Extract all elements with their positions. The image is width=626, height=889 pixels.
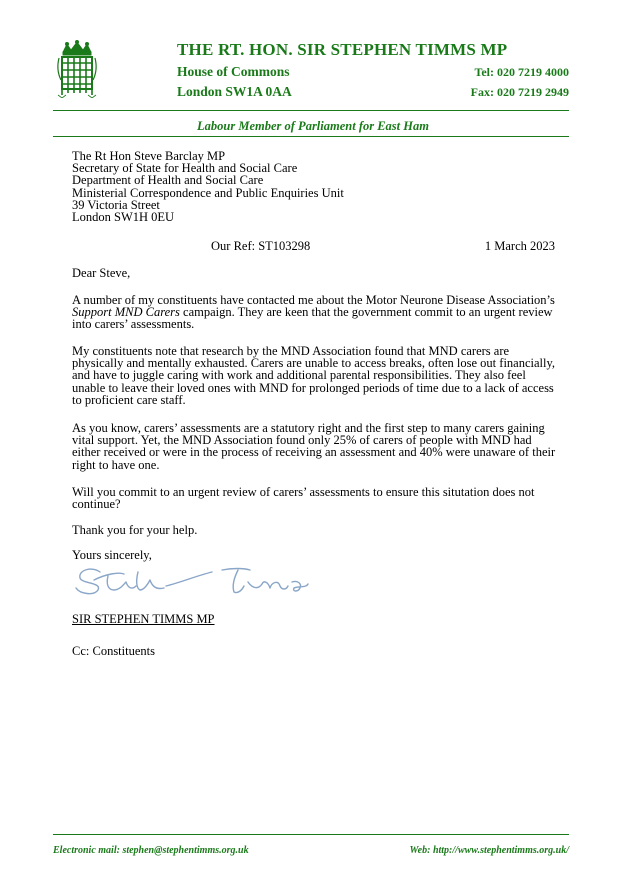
portcullis-icon [53,40,101,98]
signatory-name: SIR STEPHEN TIMMS MP [72,612,215,626]
letterhead-name: THE RT. HON. SIR STEPHEN TIMMS MP [177,40,508,59]
recipient-line: Ministerial Correspondence and Public Enquiries Unit [72,185,344,200]
campaign-name: Support MND Carers [72,305,180,320]
web-link[interactable]: http://www.stephentimms.org.uk/ [432,845,569,856]
reference: Our Ref: ST103298 [211,239,311,253]
p1-text-after: campaign. They are keen that the government commit to an urgent review into carers’ assessments. [72,305,553,332]
recipient-line: Department of Health and Social Care [72,173,264,188]
recipient-line: Secretary of State for Health and Social Care [72,161,298,176]
letter-date: 1 March 2023 [484,239,555,253]
letterhead-address-line1: House of Commons [177,64,290,79]
letterhead-address-line2: London SW1A 0AA [177,84,292,99]
letterhead-fax: Fax: 020 7219 2949 [470,85,569,99]
letterhead-tel: Tel: 020 7219 4000 [474,65,569,79]
body-paragraph-5: Thank you for your help. [72,523,198,537]
p1-text-before: A number of my constituents have contacted me about the Motor Neurone Disease Association’s [72,293,555,307]
email-link[interactable]: stephen@stephentimms.org.uk [122,845,249,856]
signature [72,560,322,605]
footer-web [410,845,569,856]
header-top-rule [53,110,569,111]
recipient-line: The Rt Hon Steve Barclay MP [72,149,226,163]
letterhead-tagline: Labour Member of Parliament for East Ham [197,119,429,133]
recipient-line: 39 Victoria Street [72,197,160,212]
closing: Yours sincerely, [72,548,152,562]
recipient-address [72,150,344,223]
header-bottom-rule [53,136,569,137]
body-paragraph-3: As you know, carers’ assessments are a statutory right and the first step to many carers gaining vital support. Yet, the MND Association found only 25% of carers of people with MND had either received or were in the process of receiving an assessment and 40% were unaware of their right to have one. [72,421,556,472]
body-paragraph-2: My constituents note that research by the MND Association found that MND carers are physically and mentally exhausted. Carers are unable to access breaks, often lose out financially, and have to juggle caring with work and additional parental responsibilities. They also feel unable to leave their loved ones with MND for prolonged periods of time due to a lack of access to proficient care staff. [72,344,556,407]
body-paragraph-1 [72,294,562,331]
recipient-line: London SW1H 0EU [72,210,175,225]
footer-email [53,845,249,856]
footer-rule [53,834,569,835]
cc-line: Cc: Constituents [72,644,155,658]
body-paragraph-4: Will you commit to an urgent review of carers’ assessments to ensure this situtation does not continue? [72,485,535,512]
web-label: Web: [409,845,431,856]
salutation: Dear Steve, [72,266,131,280]
email-label: Electronic mail: [53,845,120,856]
